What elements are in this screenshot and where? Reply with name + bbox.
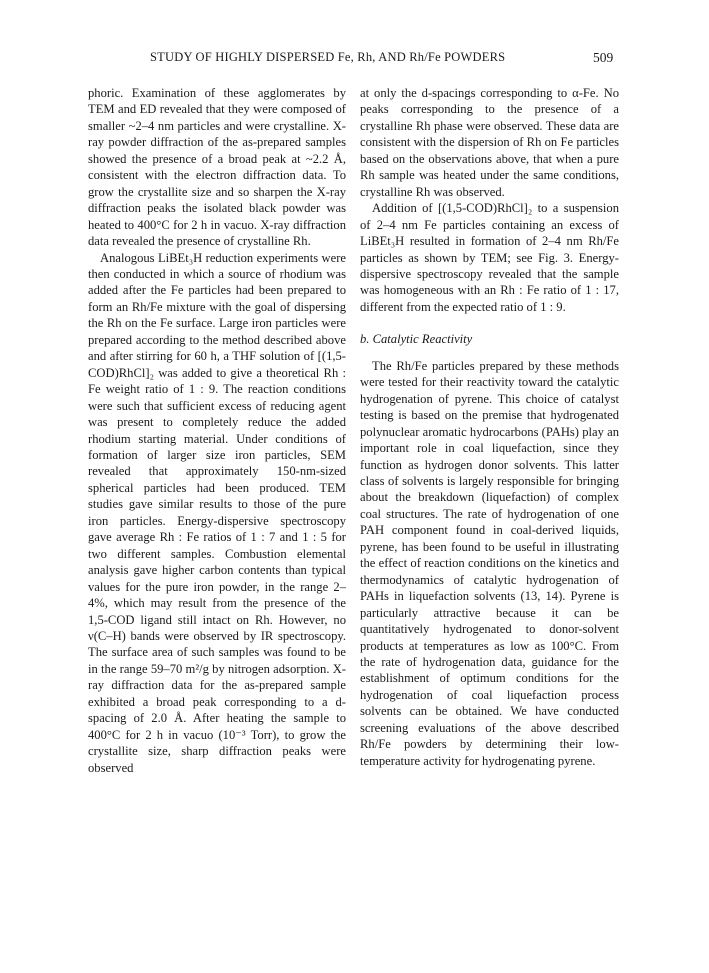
paragraph: phoric. Examination of these agglomerates by TEM and ED revealed that they were composed of smaller ~2–4 nm particles and were crystalline. X-ray powder diffraction of the as-prepared samples showed the presence of a broad peak at ~2.2 Å, consistent with the electron diffraction data. To grow the crystallite size and so sharpen the X-ray diffraction peaks the isolated black powder was heated to 400°C for 2 h in vacuo. X-ray diffraction data revealed the presence of crystalline Rh. xyxy=(88,86,346,249)
page-header xyxy=(0,50,709,70)
paragraph: Analogous LiBEt₃H reduction experiments were then conducted in which a source of rhodium was added after the Fe particles had been prepared to form an Rh/Fe mixture with the goal of dispersing the Rh on the Fe surface. Large iron particles were prepared according to the method described above and after stirring for 60 h, a THF solution of [(1,5-COD)RhCl]₂ was added to give a theoretical Rh : Fe weight ratio of 1 : 9. The reaction conditions were such that sufficient excess of reducing agent was present to completely reduce the added rhodium starting material. Under conditions of formation of larger size iron particles, SEM revealed that approximately 150-nm-sized spherical particles had been produced. TEM studies gave similar results to those of the pure iron particles. Energy-dispersive spectroscopy gave average Rh : Fe ratios of 1 : 7 and 1 : 5 for two different samples. Combustion elemental analysis gave higher carbon contents than typical values for the pure iron powder, in the range 2–4%, which may result from the presence of the 1,5-COD ligand still intact on Rh. However, no ν(C–H) bands were observed by IR spectroscopy. The surface area of such samples was found to be in the range 59–70 m²/g by nitrogen adsorption. X-ray diffraction data for the as-prepared sample exhibited a broad peak corresponding to a d-spacing of 2.0 Å. After heating the sample to 400°C for 2 h in vacuo (10⁻³ Torr), to grow the crystallite size, sharp diffraction peaks were observed xyxy=(88,250,346,775)
paragraph: Addition of [(1,5-COD)RhCl]₂ to a suspension of 2–4 nm Fe particles containing an excess of LiBEt₃H resulted in formation of 2–4 nm Rh/Fe particles as shown by TEM; see Fig. 3. Energy-dispersive spectroscopy revealed that the sample was homogeneous with an Rh : Fe ratio of 1 : 17, different from the expected ratio of 1 : 9. xyxy=(360,201,619,314)
paragraph: The Rh/Fe particles prepared by these methods were tested for their reactivity toward the catalytic hydrogenation of pyrene. This choice of catalyst testing is based on the premise that hydrogenated polynuclear aromatic hydrocarbons (PAHs) play an important role in coal liquefaction, since they function as hydrogen donor solvents. This latter class of solvents is largely responsible for bringing about the breakdown (liquefaction) of complex coal structures. The rate of hydrogenation of one PAH component found in coal-derived liquids, pyrene, has been found to be useful in illustrating the effect of reaction conditions on the kinetics and thermodynamics of catalytic hydrogenation of PAHs in liquefaction solvents (13, 14). Pyrene is particularly attractive because it can be quantitatively hydrogenated to donor-solvent products at temperatures as low as 100°C. From the rate of hydrogenation data, guidance for the establishment of optimum conditions for the hydrogenation of coal liquefaction process solvents can be obtained. We have conducted screening evaluations of the above described Rh/Fe powders by determining their low-temperature activity for hydrogenating pyrene. xyxy=(360,358,619,768)
section-heading: b. Catalytic Reactivity xyxy=(360,332,473,347)
running-head: STUDY OF HIGHLY DISPERSED Fe, Rh, AND Rh/Fe POWDERS xyxy=(150,50,506,64)
left-column xyxy=(88,85,346,776)
paragraph: at only the d-spacings corresponding to α-Fe. No peaks corresponding to the presence of a crystalline Rh phase were observed. These data are consistent with the dispersion of Rh on Fe particles based on the observations above, that when a pure Rh sample was heated under the same conditions, crystalline Rh was observed. xyxy=(360,86,619,199)
right-column xyxy=(360,85,619,769)
page-number: 509 xyxy=(593,50,614,65)
